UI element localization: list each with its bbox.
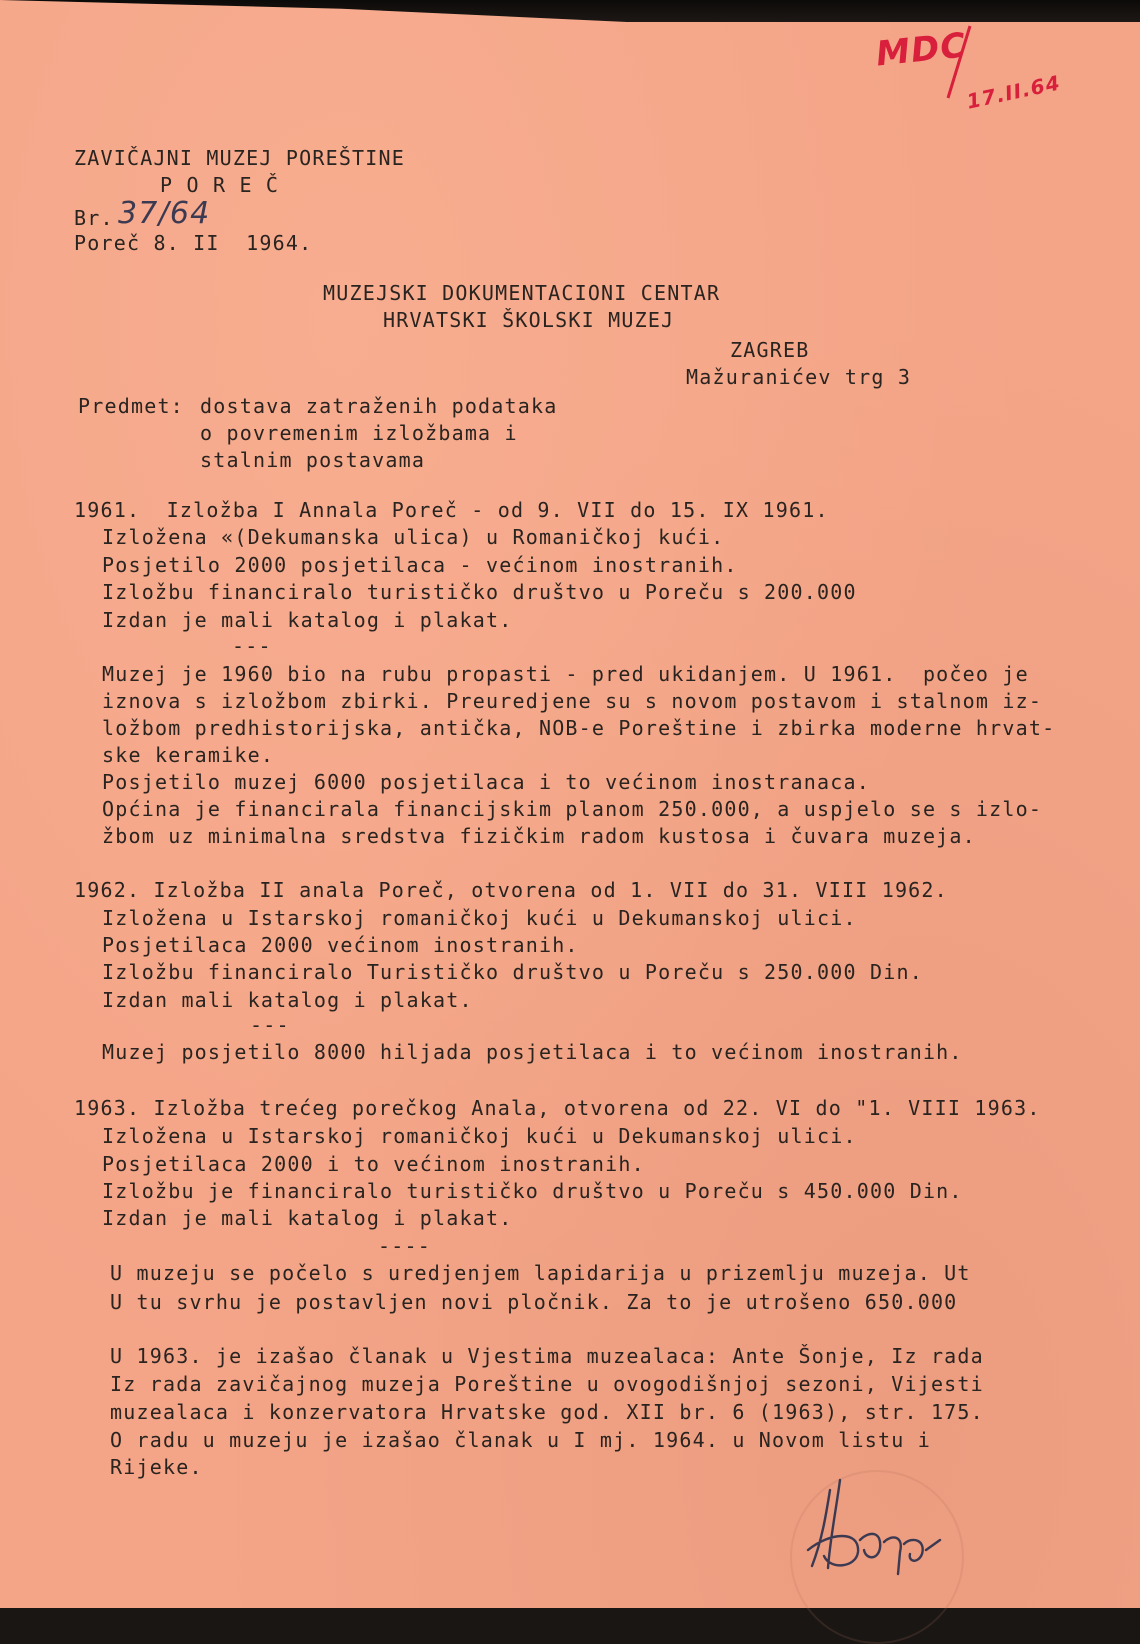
section-1963-line: Izložena u Istarskoj romaničkoj kući u Dekumanskoj ulici. (102, 1124, 857, 1148)
paragraph-2-line: Muzej posjetilo 8000 hiljada posjetilaca i to većinom inostranih. (102, 1040, 963, 1064)
section-1963-line: Posjetilaca 2000 i to većinom inostranih. (102, 1152, 645, 1176)
section-1962-heading: 1962. Izložba II anala Poreč, otvorena od 1. VII do 31. VIII 1962. (74, 878, 948, 902)
sender-date-line: Poreč 8. II 1964. (74, 231, 313, 255)
paragraph-1-line: Muzej je 1960 bio na rubu propasti - pred ukidanjem. U 1961. počeo je (102, 662, 1029, 686)
paragraph-4-line: muzealaca i konzervatora Hrvatske god. XII br. 6 (1963), str. 175. (110, 1400, 984, 1424)
recipient-city: ZAGREB (730, 338, 810, 362)
archive-date-annotation: 17.II.64 (964, 70, 1063, 114)
section-1962-line: Posjetilaca 2000 većinom inostranih. (102, 933, 579, 957)
subject-line: stalnim postavama (200, 448, 426, 472)
section-1962-line: Izložbu financiralo Turističko društvo u Poreču s 250.000 Din. (102, 960, 923, 984)
paragraph-1-line: ložbom predhistorijska, antička, NOB-e Poreštine i zbirka moderne hrvat- (102, 716, 1056, 740)
section-1961-line: Izdan je mali katalog i plakat. (102, 608, 513, 632)
subject-label: Predmet: (78, 394, 184, 418)
section-1961-line: Izložbu financiralo turističko društvo u Poreču s 200.000 (102, 580, 857, 604)
section-1963-line: Izdan je mali katalog i plakat. (102, 1206, 513, 1230)
section-separator: ---- (378, 1234, 431, 1258)
archive-code-annotation: MDC (874, 25, 969, 75)
section-separator: --- (232, 634, 272, 658)
recipient-line-1: MUZEJSKI DOKUMENTACIONI CENTAR (323, 281, 721, 305)
reference-label: Br. (74, 206, 114, 230)
section-separator: --- (250, 1013, 290, 1037)
recipient-line-2: HRVATSKI ŠKOLSKI MUZEJ (383, 308, 675, 332)
paragraph-1-line: iznova s izložbom zbirki. Preuredjene su s novom postavom i stalnom iz- (102, 689, 1043, 713)
subject-line: o povremenim izložbama i (200, 421, 518, 445)
subject-line: dostava zatraženih podataka (200, 394, 558, 418)
sender-town: P O R E Č (160, 173, 280, 197)
section-1961-heading: 1961. Izložba I Annala Poreč - od 9. VII do 15. IX 1961. (74, 498, 829, 522)
paragraph-4-line: U 1963. je izašao članak u Vjestima muzealaca: Ante Šonje, Iz rada (110, 1344, 984, 1368)
reference-number-handwritten: 37/64 (118, 196, 211, 231)
paragraph-4-line: Iz rada zavičajnog muzeja Poreštine u ovogodišnjoj sezoni, Vijesti (110, 1372, 984, 1396)
paragraph-3-line: U tu svrhu je postavljen novi pločnik. Za to je utrošeno 650.000 (110, 1290, 958, 1314)
paragraph-1-line: Posjetilo muzej 6000 posjetilaca i to većinom inostranaca. (102, 770, 870, 794)
paragraph-4-line: Rijeke. (110, 1455, 203, 1479)
section-1962-line: Izdan mali katalog i plakat. (102, 988, 473, 1012)
section-1963-heading: 1963. Izložba trećeg porečkog Anala, otvorena od 22. VI do "1. VIII 1963. (74, 1096, 1041, 1120)
sender-museum-name: ZAVIČAJNI MUZEJ POREŠTINE (74, 146, 406, 170)
section-1963-line: Izložbu je financiralo turističko društvo u Poreču s 450.000 Din. (102, 1179, 963, 1203)
section-1961-line: Izložena «(Dekumanska ulica) u Romaničkoj kući. (102, 525, 725, 549)
paragraph-1-line: ske keramike. (102, 743, 275, 767)
paragraph-1-line: Općina je financirala financijskim planom 250.000, a uspjelo se s izlo- (102, 797, 1043, 821)
handwritten-signature (800, 1470, 960, 1580)
section-1961-line: Posjetilo 2000 posjetilaca - većinom inostranih. (102, 553, 738, 577)
paragraph-4-line: O radu u muzeju je izašao članak u I mj. 1964. u Novom listu i (110, 1428, 931, 1452)
recipient-address: Mažuranićev trg 3 (686, 365, 912, 389)
paragraph-3-line: U muzeju se počelo s uredjenjem lapidarija u prizemlju muzeja. Ut (110, 1261, 971, 1285)
paragraph-1-line: žbom uz minimalna sredstva fizičkim radom kustosa i čuvara muzeja. (102, 824, 976, 848)
scan-edge (0, 0, 1140, 22)
section-1962-line: Izložena u Istarskoj romaničkoj kući u Dekumanskoj ulici. (102, 906, 857, 930)
